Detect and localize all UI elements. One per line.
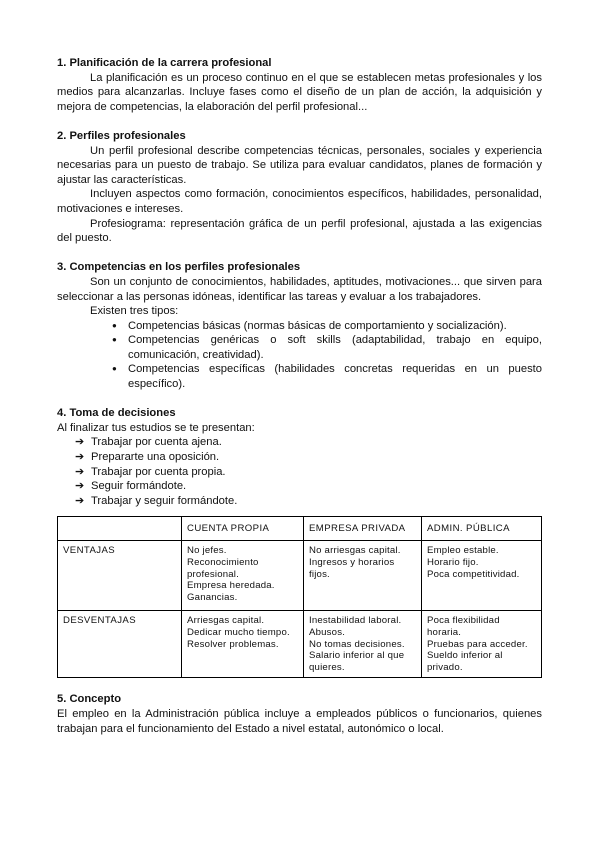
- section-title: 5. Concepto: [57, 693, 122, 706]
- table-header-cell: ADMIN. PÚBLICA: [422, 517, 542, 541]
- arrow-icon: ➔: [75, 465, 85, 478]
- paragraph: Son un conjunto de conocimientos, habilidades, aptitudes, motivaciones... que sirven para seleccionar a las personas idóneas, identificar las tareas y evaluar a los trabajadores.: [57, 275, 542, 303]
- paragraph: Existen tres tipos:: [90, 305, 179, 318]
- document-page: [57, 56, 542, 736]
- list-item: ● Competencias genéricas o soft skills (adaptabilidad, trabajo en equipo, comunicación, creatividad).: [57, 333, 542, 362]
- competencias-list: [57, 319, 542, 392]
- section-title: 4. Toma de decisiones: [57, 407, 176, 420]
- table-cell: Poca flexibilidad horaria. Pruebas para acceder. Sueldo inferior al privado.: [422, 611, 542, 678]
- paragraph: Un perfil profesional describe competencias técnicas, personales, sociales y experiencia necesarias para un puesto de trabajo. Se utiliza para evaluar candidatos, planes de formación y ajustar las características.: [57, 144, 542, 186]
- row-label: VENTAJAS: [58, 541, 182, 611]
- paragraph: Profesiograma: representación gráfica de un perfil profesional, ajustada a las exigencias del puesto.: [57, 217, 542, 245]
- section-perfiles: [57, 129, 542, 246]
- row-label: DESVENTAJAS: [58, 611, 182, 678]
- table-cell: No jefes. Reconocimiento profesional. Empresa heredada. Ganancias.: [182, 541, 304, 611]
- section-title: 2. Perfiles profesionales: [57, 129, 186, 142]
- table-row: [58, 541, 542, 611]
- list-item: ➔ Seguir formándote.: [75, 480, 187, 493]
- paragraph: Incluyen aspectos como formación, conocimientos específicos, habilidades, personalidad, motivaciones e intereses.: [57, 188, 542, 215]
- table-header-cell: CUENTA PROPIA: [182, 517, 304, 541]
- table-header-row: [58, 517, 542, 541]
- table-header-cell: EMPRESA PRIVADA: [304, 517, 422, 541]
- section-title: 1. Planificación de la carrera profesional: [57, 57, 272, 69]
- table-row: [58, 611, 542, 678]
- section-title: 3. Competencias en los perfiles profesionales: [57, 261, 301, 274]
- paragraph: El empleo en la Administración pública incluye a empleados públicos o funcionarios, quienes trabajan para el funcionamiento del Estado a nivel estatal, autonómico o local.: [57, 707, 542, 735]
- comparison-table: [57, 516, 542, 678]
- arrow-icon: ➔: [75, 480, 85, 493]
- list-item: ● Competencias básicas (normas básicas de comportamiento y socialización).: [57, 319, 542, 334]
- arrow-icon: ➔: [75, 451, 85, 464]
- table-cell: Arriesgas capital. Dedicar mucho tiempo. Resolver problemas.: [182, 611, 304, 678]
- table-header-cell: [58, 517, 182, 541]
- section-planificacion: [57, 56, 542, 114]
- section-concepto: [57, 692, 542, 736]
- section-competencias: [57, 260, 542, 391]
- table-cell: Inestabilidad laboral. Abusos. No tomas decisiones. Salario inferior al que quieres.: [304, 611, 422, 678]
- options-list: [57, 435, 542, 508]
- list-item: ➔ Prepararte una oposición.: [75, 451, 220, 464]
- section-toma-decisiones: [57, 406, 542, 678]
- list-item: ➔ Trabajar y seguir formándote.: [75, 494, 238, 507]
- table-cell: Empleo estable. Horario fijo. Poca competitividad.: [422, 541, 542, 611]
- arrow-icon: ➔: [75, 436, 85, 449]
- table-cell: No arriesgas capital. Ingresos y horarios fijos.: [304, 541, 422, 611]
- list-item: ➔ Trabajar por cuenta propia.: [75, 465, 226, 478]
- list-item: ● Competencias específicas (habilidades concretas requeridas en un puesto específico).: [57, 362, 542, 391]
- paragraph: Al finalizar tus estudios se te presentan:: [57, 421, 255, 434]
- arrow-icon: ➔: [75, 494, 85, 507]
- paragraph: La planificación es un proceso continuo en el que se establecen metas profesionales y los medios para alcanzarlas. Incluye fases como el diseño de un plan de acción, la adquisición y mejora de competencias, la elaboración del perfil profesional...: [57, 71, 542, 113]
- list-item: ➔ Trabajar por cuenta ajena.: [75, 436, 222, 449]
